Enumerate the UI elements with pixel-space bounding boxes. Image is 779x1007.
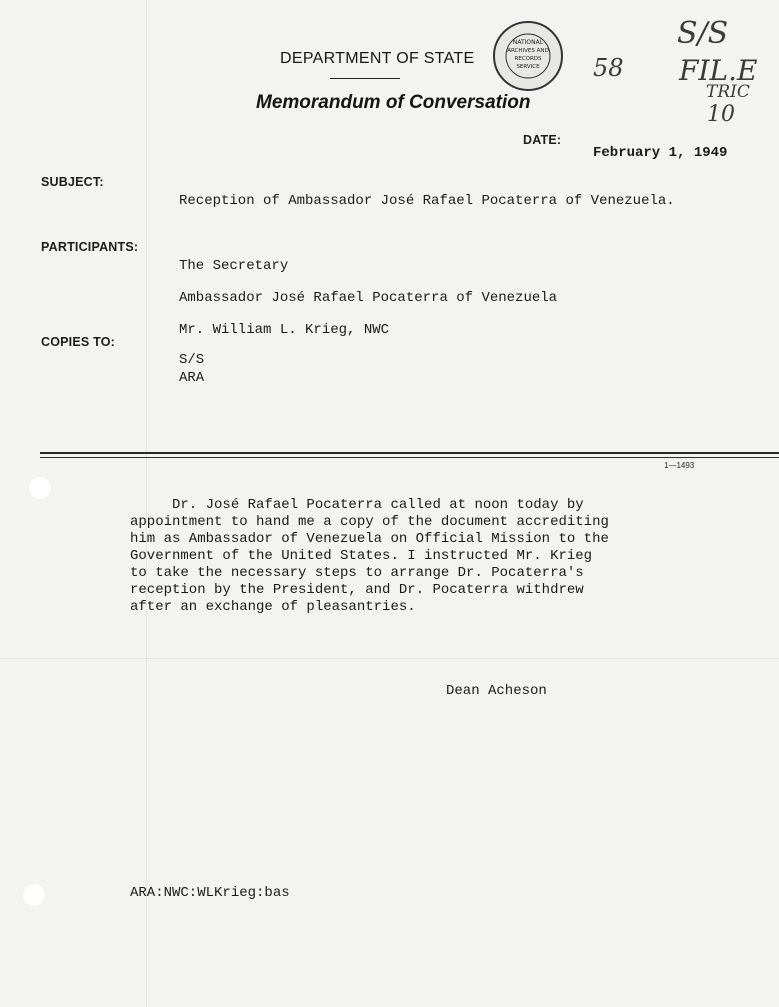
memo-title: Memorandum of Conversation [256,92,531,113]
svg-text:NATIONAL: NATIONAL [512,39,544,46]
handwritten-file: FIL.E [679,54,758,87]
participant-item: The Secretary [179,258,289,274]
participants-label: PARTICIPANTS: [41,240,139,254]
copies-label: COPIES TO: [41,335,116,349]
date-label: DATE: [523,133,562,147]
reference-initials: ARA:NWC:WLKrieg:bas [130,885,290,901]
subject-label: SUBJECT: [41,175,104,189]
body-line: after an exchange of pleasantries. [130,599,416,615]
body-line: reception by the President, and Dr. Pocaterra withdrew [130,582,584,598]
svg-text:SERVICE: SERVICE [516,64,540,70]
section-divider-thin [40,457,779,458]
copies-item: S/S [179,352,205,368]
body-line: him as Ambassador of Venezuela on Official Mission to the [130,531,609,547]
date-value: February 1, 1949 [593,145,728,161]
participant-item: Ambassador José Rafael Pocaterra of Venezuela [179,290,558,306]
paper-crease [0,658,779,659]
department-heading: DEPARTMENT OF STATE [280,50,475,67]
body-line: Dr. José Rafael Pocaterra called at noon today by [130,497,584,513]
heading-rule [330,78,400,79]
body-line: appointment to hand me a copy of the document accrediting [130,514,609,530]
punch-hole-bottom [22,883,46,907]
handwritten-number: 58 [593,54,624,82]
archives-stamp-seal [492,20,564,92]
form-number: 1—1493 [664,461,695,470]
svg-text:ARCHIVES AND: ARCHIVES AND [507,48,549,54]
memo-body [130,497,730,616]
body-line: Government of the United States. I instructed Mr. Krieg [130,548,593,564]
handwritten-note: TRIC [706,82,750,102]
handwritten-ten: 10 [707,102,735,127]
subject-value: Reception of Ambassador José Rafael Pocaterra of Venezuela. [179,193,675,209]
section-divider [40,452,779,454]
body-line: to take the necessary steps to arrange Dr. Pocaterra's [130,565,584,581]
signature: Dean Acheson [446,683,547,699]
svg-text:RECORDS: RECORDS [514,56,542,62]
copies-item: ARA [179,370,205,386]
punch-hole-top [28,476,52,500]
handwritten-routing: S/S [677,16,729,51]
participant-item: Mr. William L. Krieg, NWC [179,322,390,338]
